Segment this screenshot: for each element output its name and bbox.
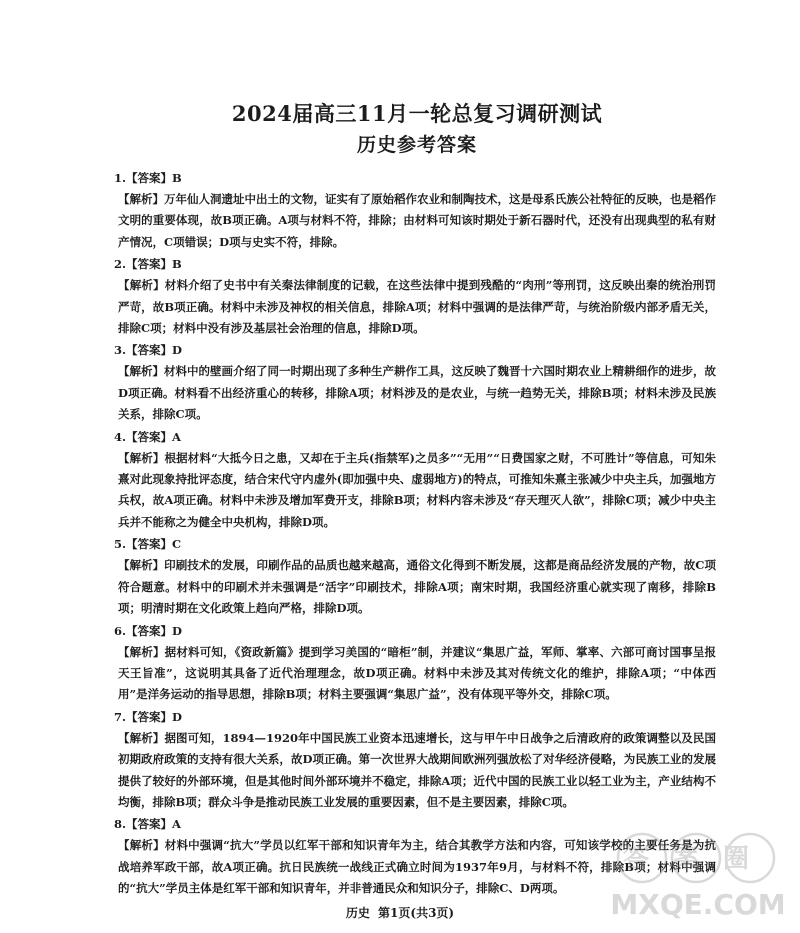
question-number: 4. [114,429,127,444]
answer-line [114,427,716,448]
document-title: 2024届高三11月一轮总复习调研测试 [231,101,603,126]
answer-line [114,814,716,835]
page-footer: 历史 第1页(共3页) [345,906,455,920]
answer-list [114,168,716,900]
question-3 [114,340,716,425]
answer-key: 【答案】A [126,429,181,444]
document-subtitle: 历史参考答案 [356,134,477,156]
question-6 [114,621,716,706]
question-number: 8. [114,817,127,832]
answer-line [114,340,716,361]
question-number: 5. [114,537,127,552]
question-number: 7. [114,709,127,724]
analysis-text: 【解析】材料中强调“抗大”学员以红军干部和知识青年为主，结合其教学方法和内容，可知该学校的主要任务是为抗战培养军政干部，故A项正确。抗日民族统一战线正式确立时间为1937年9月，与材料不符，排除B项；材料中强调的“抗大”学员主体是红军干部和知识青年，并非普通民众和知识分子，排除C、D两项。 [118,838,716,896]
answer-key: 【答案】D [126,709,182,724]
question-8 [114,814,716,899]
question-1 [114,168,716,253]
question-number: 6. [114,623,127,638]
answer-key: 【答案】B [126,257,182,272]
analysis-text: 【解析】万年仙人洞遗址中出土的文物，证实有了原始稻作农业和制陶技术，这是母系氏族公社特征的反映，也是稻作文明的重要体现，故B项正确。A项与材料不符，排除；由材料可知该时期处于新石器时代，还没有出现典型的私有财产情况，C项错误；D项与史实不符，排除。 [118,192,716,249]
question-5 [114,534,716,619]
answer-key: 【答案】D [126,343,182,358]
watermark-chars: 答案圈 [622,844,774,874]
analysis-text: 【解析】印刷技术的发展，印刷作品的品质也越来越高，通俗文化得到不断发展，这都是商品经济发展的产物，故C项符合题意。材料中的印刷术并未强调是“活字”印刷技术，排除A项；南宋时期，我国经济重心就实现了南移，排除B项；明清时期在文化政策上趋向严格，排除D项。 [118,558,716,616]
question-number: 2. [114,257,127,272]
question-number: 3. [114,343,127,358]
answer-line [114,621,716,642]
watermark-text: MXQE.COM [610,888,786,921]
question-number: 1. [114,171,127,185]
question-7 [114,707,716,814]
analysis-text: 【解析】据图可知，1894—1920年中国民族工业资本迅速增长，这与甲午中日战争之后清政府的政策调整以及民国初期政府政策的支持有很大关系，故D项正确。第一次世界大战期间欧洲列强放松了对华经济侵略，为民族工业的发展提供了较好的外部环境，但是其他时间外部环境并不稳定，排除A项；近代中国的民族工业以轻工业为主，产业结构不均衡，排除B项；群众斗争是推动民族工业发展的重要因素，但不是主要因素，排除C项。 [118,730,716,809]
question-2 [114,254,716,339]
answer-line [114,168,716,189]
analysis-text: 【解析】根据材料“大抵今日之患，又却在于主兵(指禁军)之员多”“无用”“日费国家之财，不可胜计”等信息，可知朱熹对此现象持批评态度，结合宋代守内虚外(即加强中央、虚弱地方)的特点，可推知朱熹主张减少中央主兵，加强地方兵权，故A项正确。材料中未涉及增加军费开支，排除B项；材料内容未涉及“存天理灭人欲”，排除C项；减少中央主兵并不能称之为健全中央机构，排除D项。 [118,450,716,529]
question-4 [114,427,716,534]
answer-line [114,707,716,728]
answer-key: 【答案】A [126,817,181,832]
answer-line [114,534,716,555]
answer-key: 【答案】B [126,171,182,185]
analysis-text: 【解析】材料中的壁画介绍了同一时期出现了多种生产耕作工具，这反映了魏晋十六国时期农业上精耕细作的进步，故D项正确。材料看不出经济重心的转移，排除A项；材料涉及的是农业，与统一趋势无关，排除B项；材料未涉及民族关系，排除C项。 [118,364,716,422]
analysis-text: 【解析】材料介绍了史书中有关秦法律制度的记载，在这些法律中提到残酷的“肉刑”等刑罚，这反映出秦的统治刑罚严苛，故B项正确。材料中未涉及神权的相关信息，排除A项；材料中强调的是法律严苛，与统治阶级内部矛盾无关，排除C项；材料中没有涉及基层社会治理的信息，排除D项。 [118,278,716,336]
answer-key: 【答案】D [126,623,182,638]
answer-line [114,254,716,275]
analysis-text: 【解析】据材料可知，《资政新篇》提到学习美国的“暗柜”制，并建议“集思广益，军师、掌率、六部可商讨国事呈报天王旨准”，这说明其具备了近代治理理念，故D项正确。材料中未涉及其对传统文化的维护，排除A项；“中体西用”是洋务运动的指导思想，排除B项；材料主要强调“集思广益”，没有体现平等外交，排除C项。 [118,644,716,702]
answer-key: 【答案】C [126,537,182,552]
